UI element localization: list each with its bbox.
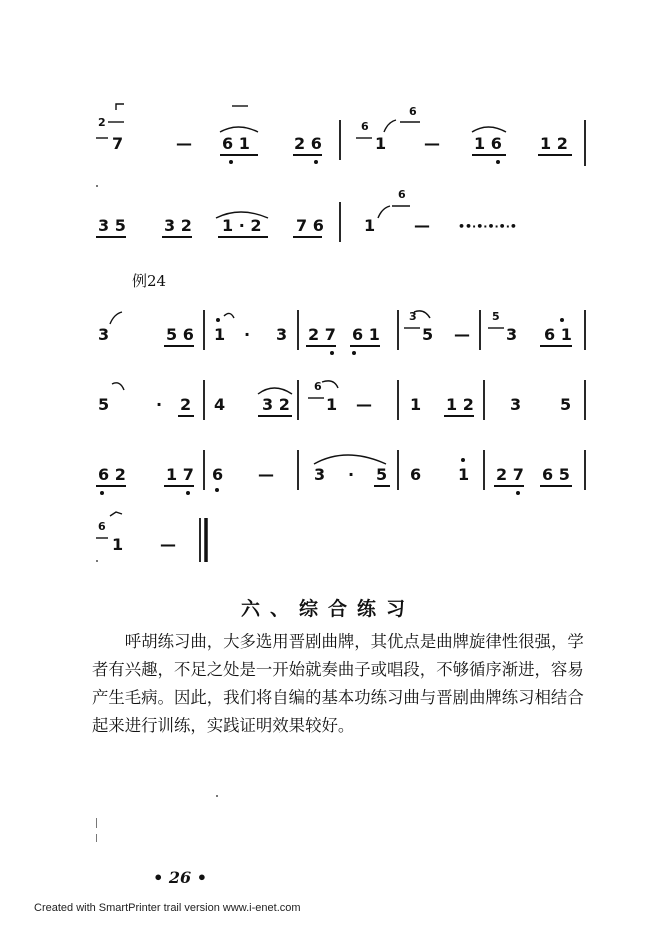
rest-dash: — bbox=[424, 134, 440, 153]
note: 6 bbox=[212, 465, 224, 484]
note: 7 bbox=[112, 134, 124, 153]
note: 3 bbox=[506, 325, 518, 344]
grace-note: 5 bbox=[492, 310, 500, 323]
note: 3 bbox=[98, 325, 110, 344]
score-line-4 bbox=[0, 368, 656, 428]
score-line-2 bbox=[0, 188, 656, 252]
ornament-arrow bbox=[384, 120, 396, 132]
scan-speck bbox=[216, 795, 218, 797]
grace-note: 3 bbox=[409, 310, 417, 323]
note: 1 bbox=[112, 535, 124, 554]
grace-note: 2 bbox=[98, 116, 106, 129]
note: 3 bbox=[314, 465, 326, 484]
dot-extension: · bbox=[156, 395, 163, 414]
slur bbox=[314, 455, 386, 464]
note-group: 2 7 bbox=[308, 325, 336, 344]
score-line-4-svg bbox=[0, 368, 656, 428]
note-group: 6 1 bbox=[222, 134, 250, 153]
scan-speck bbox=[96, 818, 97, 828]
scan-speck bbox=[96, 560, 98, 562]
note-group: 3 2 bbox=[262, 395, 290, 414]
note: 5 bbox=[376, 465, 388, 484]
low-dot bbox=[215, 488, 219, 492]
rest-dash: — bbox=[160, 535, 176, 554]
note: 5 bbox=[422, 325, 434, 344]
scan-speck bbox=[96, 185, 98, 187]
note: 3 bbox=[510, 395, 522, 414]
rest-dash: — bbox=[414, 216, 430, 235]
grace-note: 6 bbox=[409, 105, 417, 118]
note-group: 6 5 bbox=[542, 465, 570, 484]
grace-note: 6 bbox=[398, 188, 406, 201]
rest-dash: — bbox=[356, 395, 372, 414]
note-group: 6 1 bbox=[544, 325, 572, 344]
note: 6 bbox=[410, 465, 422, 484]
dot-extension: · bbox=[348, 465, 355, 484]
rest-dash: — bbox=[454, 325, 470, 344]
example-label: 例24 bbox=[132, 272, 167, 290]
note-group: 1 2 bbox=[540, 134, 568, 153]
ornament-arrow bbox=[322, 381, 338, 388]
low-dot bbox=[330, 351, 334, 355]
note: 5 bbox=[98, 395, 110, 414]
paragraph: 呼胡练习曲，大多选用晋剧曲牌，其优点是曲牌旋律性很强，学者有兴趣，不足之处是一开始就奏曲子或唱段，不够循序渐进，容易产生毛病。因此，我们将自编的基本功练习曲与晋剧曲牌练习相结合起来进行训练，实践证明效果较好。 bbox=[92, 632, 584, 735]
score-line-5-svg bbox=[0, 438, 656, 498]
note: 3 bbox=[276, 325, 288, 344]
low-dot bbox=[314, 160, 318, 164]
score-line-3-svg bbox=[0, 298, 656, 358]
low-dot bbox=[352, 351, 356, 355]
score-line-3 bbox=[0, 298, 656, 358]
high-dot bbox=[461, 458, 465, 462]
watermark-footer: Created with SmartPrinter trail version www.i-enet.com bbox=[34, 902, 301, 914]
note-group: 7 6 bbox=[296, 216, 324, 235]
scan-speck bbox=[96, 834, 97, 842]
score-line-1-svg bbox=[0, 105, 656, 170]
slur bbox=[258, 388, 292, 394]
ornament-arrow bbox=[224, 313, 234, 318]
low-dot bbox=[100, 491, 104, 495]
slur bbox=[472, 127, 506, 132]
note: 1 bbox=[458, 465, 470, 484]
note: 1 bbox=[326, 395, 338, 414]
low-dot bbox=[496, 160, 500, 164]
note-group: 5 6 bbox=[166, 325, 194, 344]
note-group: 6 1 bbox=[352, 325, 380, 344]
grace-note: 6 bbox=[314, 380, 322, 393]
note: 4 bbox=[214, 395, 226, 414]
note: 5 bbox=[560, 395, 572, 414]
note-group: 3 5 bbox=[98, 216, 126, 235]
note: 2 bbox=[180, 395, 192, 414]
score-line-2-svg bbox=[0, 188, 656, 252]
note-group: 1 2 bbox=[446, 395, 474, 414]
note-group: 1 6 bbox=[474, 134, 502, 153]
note-group: 2 7 bbox=[496, 465, 524, 484]
score-line-6-svg bbox=[0, 508, 656, 568]
rest-dash: — bbox=[258, 465, 274, 484]
score-line-5 bbox=[0, 438, 656, 498]
dot-extension: · bbox=[244, 325, 251, 344]
low-dot bbox=[186, 491, 190, 495]
body-text bbox=[92, 628, 598, 740]
note-group: 3 2 bbox=[164, 216, 192, 235]
trailing-dots: ••·•·•·•·• bbox=[458, 220, 517, 233]
high-dot bbox=[560, 318, 564, 322]
note-group: 2 6 bbox=[294, 134, 322, 153]
grace-note: 6 bbox=[361, 120, 369, 133]
grace-note: 6 bbox=[98, 520, 106, 533]
high-dot bbox=[216, 318, 220, 322]
note-group: 1 · 2 bbox=[222, 216, 262, 235]
note-group: 1 7 bbox=[166, 465, 194, 484]
low-dot bbox=[516, 491, 520, 495]
ornament-arrow bbox=[112, 383, 124, 390]
note: 1 bbox=[214, 325, 226, 344]
note: 1 bbox=[410, 395, 422, 414]
score-line-1 bbox=[0, 105, 656, 170]
ornament-mark bbox=[116, 104, 124, 110]
rest-dash: — bbox=[176, 134, 192, 153]
ornament-mark bbox=[110, 512, 122, 516]
note-group: 6 2 bbox=[98, 465, 126, 484]
section-title: 六、综合练习 bbox=[240, 598, 415, 620]
slur bbox=[220, 127, 258, 132]
ornament-arrow bbox=[110, 312, 122, 324]
page-number: • 26 • bbox=[153, 868, 207, 887]
score-line-6 bbox=[0, 508, 656, 568]
ornament-arrow bbox=[378, 206, 390, 218]
note: 1 bbox=[364, 216, 376, 235]
note: 1 bbox=[375, 134, 387, 153]
low-dot bbox=[229, 160, 233, 164]
